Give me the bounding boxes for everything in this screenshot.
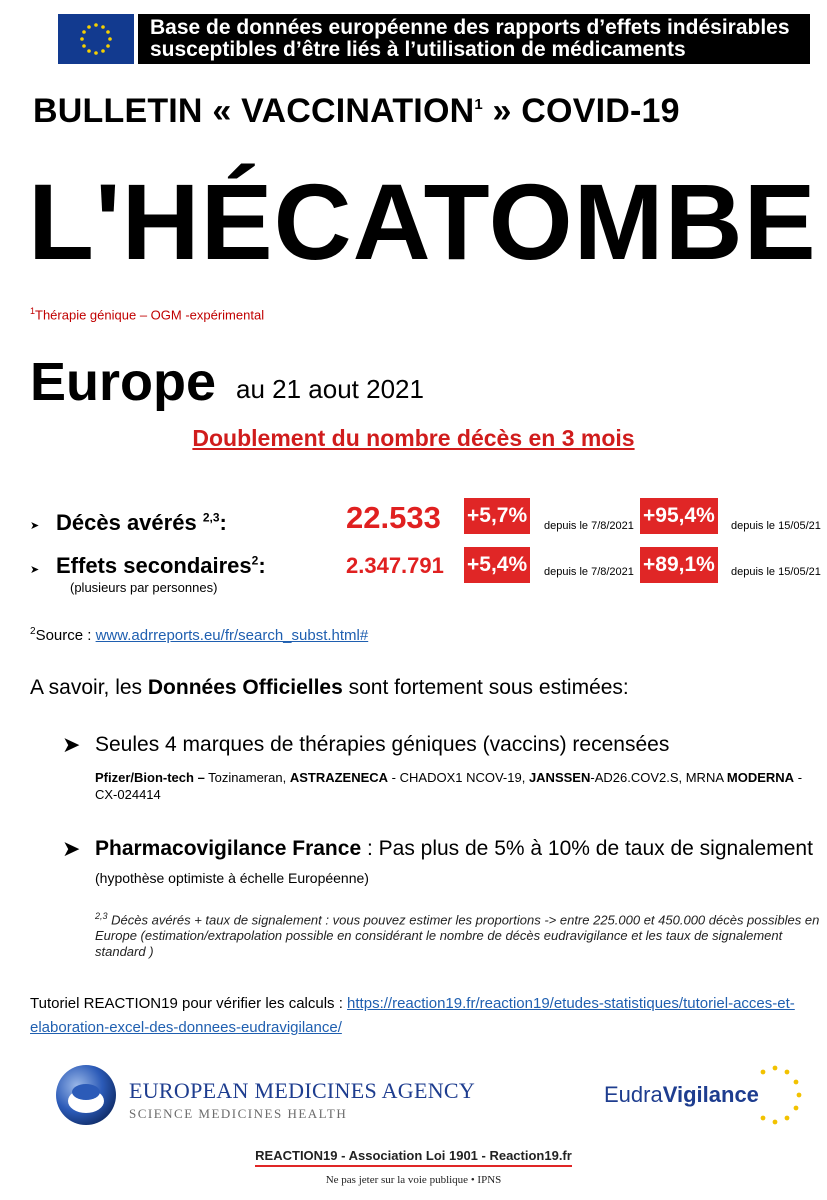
list-arrow-icon: ➤ bbox=[62, 732, 81, 757]
intro-post: sont fortement sous estimées: bbox=[342, 676, 629, 699]
stat-deaths-value: 22.533 bbox=[346, 500, 441, 535]
footnote-therapy-sup: 1 bbox=[30, 306, 36, 316]
stat-deaths-change-1-badge: +5,7% bbox=[464, 498, 530, 534]
stat-side-effects-change-2-badge: +89,1% bbox=[640, 547, 718, 583]
footnote-estimate-text: Décès avérés + taux de signalement : vous pouvez estimer les proportions -> entre 225.000 et 450.000 décès possibles en Europe (estimation/extrapolation possible en considérant le nombre de décès eudravigilance et les taux de signalement standard ) bbox=[95, 912, 820, 960]
ema-tagline: SCIENCE MEDICINES HEALTH bbox=[129, 1106, 348, 1121]
stat-side-effects-value: 2.347.791 bbox=[346, 553, 444, 578]
main-title: L'HÉCATOMBE bbox=[28, 161, 817, 282]
list-arrow-icon: ➤ bbox=[62, 836, 81, 861]
region-date: au 21 aout 2021 bbox=[236, 374, 424, 404]
pharmacovigilance-text: : Pas plus de 5% à 10% de taux de signalement bbox=[361, 837, 813, 860]
bulletin-title bbox=[33, 92, 680, 131]
brand-astrazeneca-desc: - CHADOX1 NCOV-19, bbox=[388, 770, 529, 785]
database-banner bbox=[58, 14, 810, 64]
brand-moderna: MODERNA bbox=[726, 770, 795, 785]
bullet-arrow-icon: ➤ bbox=[30, 520, 40, 532]
brand-pfizer-desc: Tozinameran, bbox=[204, 770, 290, 785]
stat-deaths-change-2-badge: +95,4% bbox=[640, 498, 718, 534]
stat-side-effects-change-1-badge: +5,4% bbox=[464, 547, 530, 583]
list-item-pharmacovigilance bbox=[95, 835, 815, 892]
footnote-therapy bbox=[30, 306, 264, 322]
ema-globe-icon bbox=[55, 1064, 117, 1126]
stat-deaths-label bbox=[56, 510, 227, 536]
brand-janssen-desc: -AD26.COV2.S, MRNA bbox=[590, 770, 727, 785]
stat-side-effects-since-2: depuis le 15/05/21 bbox=[731, 566, 821, 578]
tutorial-label: Tutoriel REACTION19 pour vérifier les calculs : bbox=[30, 995, 348, 1012]
bullet-arrow-icon: ➤ bbox=[30, 564, 40, 576]
banner-line-2: susceptibles d’être liés à l’utilisation de médicaments bbox=[150, 38, 686, 61]
footnote-therapy-text: Thérapie génique – OGM -expérimental bbox=[35, 307, 265, 323]
stat-side-effects-colon: : bbox=[258, 553, 266, 578]
brand-list bbox=[95, 769, 805, 803]
brand-janssen: JANSSEN bbox=[528, 770, 591, 785]
stat-deaths-since-1: depuis le 7/8/2021 bbox=[544, 520, 634, 532]
stat-side-effects-note: (plusieurs par personnes) bbox=[70, 580, 218, 595]
eudra-word: Eudra bbox=[604, 1082, 663, 1107]
ema-logo bbox=[55, 1064, 495, 1128]
eudravigilance-logo bbox=[600, 1062, 810, 1130]
footnote-estimate-sup: 2,3 bbox=[95, 911, 108, 921]
list-item-brands: Seules 4 marques de thérapies géniques (vaccins) recensées bbox=[95, 733, 670, 756]
brand-astrazeneca: ASTRAZENECA bbox=[289, 770, 389, 785]
tutorial-link[interactable]: https://reaction19.fr/reaction19/etudes-statistiques/tutoriel-acces-et-elaboration-excel-des-donnees-eudravigilance/ bbox=[30, 995, 795, 1036]
stat-deaths-colon: : bbox=[219, 510, 227, 535]
footnote-estimate bbox=[95, 908, 825, 960]
disclaimer: Ne pas jeter sur la voie publique • IPNS bbox=[325, 1174, 502, 1186]
stat-side-effects-label-text: Effets secondaires bbox=[56, 553, 252, 578]
stat-deaths-label-text: Décès avérés bbox=[56, 510, 197, 535]
bulletin-title-post: » COVID-19 bbox=[482, 92, 680, 130]
eu-flag-icon bbox=[58, 14, 138, 64]
intro-statement bbox=[30, 676, 629, 700]
source-line bbox=[30, 626, 368, 644]
stat-deaths-since-2: depuis le 15/05/21 bbox=[731, 520, 821, 532]
organization-text: REACTION19 - Association Loi 1901 - Reaction19.fr bbox=[255, 1148, 572, 1167]
eudravigilance-wordmark bbox=[604, 1082, 759, 1108]
source-sup: 2 bbox=[30, 626, 36, 637]
organization-line bbox=[0, 1148, 827, 1163]
pharmacovigilance-bold: Pharmacovigilance France bbox=[95, 837, 362, 860]
tutorial-line bbox=[30, 992, 810, 1040]
stat-side-effects-sup: 2 bbox=[251, 553, 259, 568]
stat-deaths-sup: 2,3 bbox=[202, 510, 220, 525]
doubling-headline bbox=[0, 425, 827, 452]
doubling-headline-text: Doublement du nombre décès en 3 mois bbox=[192, 425, 635, 451]
source-link[interactable]: www.adrreports.eu/fr/search_subst.html# bbox=[95, 627, 369, 644]
banner-text bbox=[138, 17, 790, 61]
banner-line-1: Base de données européenne des rapports d’effets indésirables bbox=[150, 16, 790, 39]
ema-name: EUROPEAN MEDICINES AGENCY bbox=[129, 1078, 476, 1103]
brand-pfizer: Pfizer/Bion-tech – bbox=[95, 770, 205, 785]
source-label: Source : bbox=[35, 627, 96, 644]
intro-bold: Données Officielles bbox=[147, 676, 343, 699]
bulletin-title-sup: 1 bbox=[474, 96, 483, 113]
intro-pre: A savoir, les bbox=[30, 676, 148, 699]
vigilance-word: Vigilance bbox=[662, 1082, 759, 1107]
bulletin-title-pre: BULLETIN « VACCINATION bbox=[33, 92, 475, 130]
brand-moderna-desc: -CX-024414 bbox=[95, 770, 803, 802]
region-title: Europe bbox=[30, 352, 217, 412]
pharmacovigilance-note: (hypothèse optimiste à échelle Européenne) bbox=[95, 870, 369, 886]
stat-side-effects-label bbox=[56, 553, 266, 579]
stat-side-effects-since-1: depuis le 7/8/2021 bbox=[544, 566, 634, 578]
